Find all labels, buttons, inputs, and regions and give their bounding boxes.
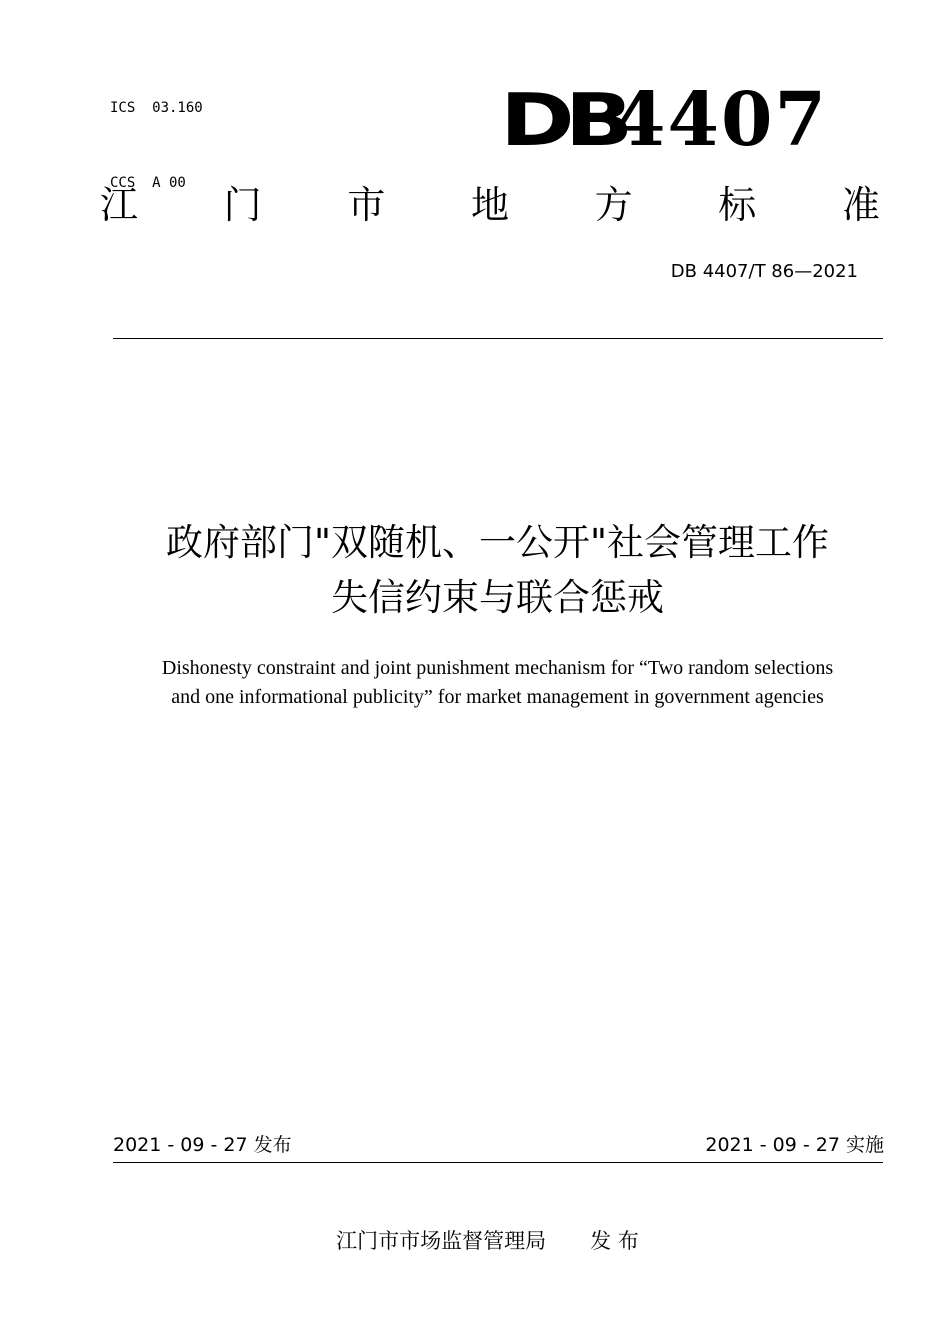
issuer-action: 发 布 [590, 1229, 639, 1253]
standard-type-char: 标 [718, 183, 757, 227]
bottom-divider [113, 1162, 883, 1163]
issuer-line [0, 1225, 950, 1257]
implementation-date: 2021 - 09 - 27 实施 [705, 1134, 884, 1156]
top-divider [113, 338, 883, 339]
chinese-title-line-1: 政府部门"双随机、一公开"社会管理工作 [165, 521, 830, 564]
standard-type-char: 地 [470, 183, 509, 227]
chinese-title-line-2: 失信约束与联合惩戒 [331, 576, 664, 619]
db-logo [500, 77, 828, 163]
issuer-name: 江门市市场监督管理局 [336, 1229, 547, 1253]
standard-type-char: 江 [100, 183, 139, 227]
ccs-code: CCS A 00 [110, 175, 186, 191]
standard-type-char: 门 [223, 183, 262, 227]
db-logo-prefix: DB [500, 78, 624, 162]
ics-code: ICS 03.160 [110, 100, 203, 116]
english-title-line-2: and one informational publicity” for market management in government agencies [171, 686, 824, 708]
standard-type-char: 准 [841, 183, 880, 227]
standard-type-char: 市 [347, 183, 386, 227]
english-title [0, 654, 950, 712]
db-logo-number: 4407 [614, 77, 828, 163]
standard-type-char: 方 [594, 183, 633, 227]
standard-number: DB 4407/T 86—2021 [670, 261, 858, 282]
chinese-title [0, 515, 950, 625]
english-title-line-1: Dishonesty constraint and joint punishment mechanism for “Two random selections [161, 657, 834, 679]
standard-type-heading [100, 180, 880, 230]
issue-date: 2021 - 09 - 27 发布 [113, 1134, 292, 1156]
